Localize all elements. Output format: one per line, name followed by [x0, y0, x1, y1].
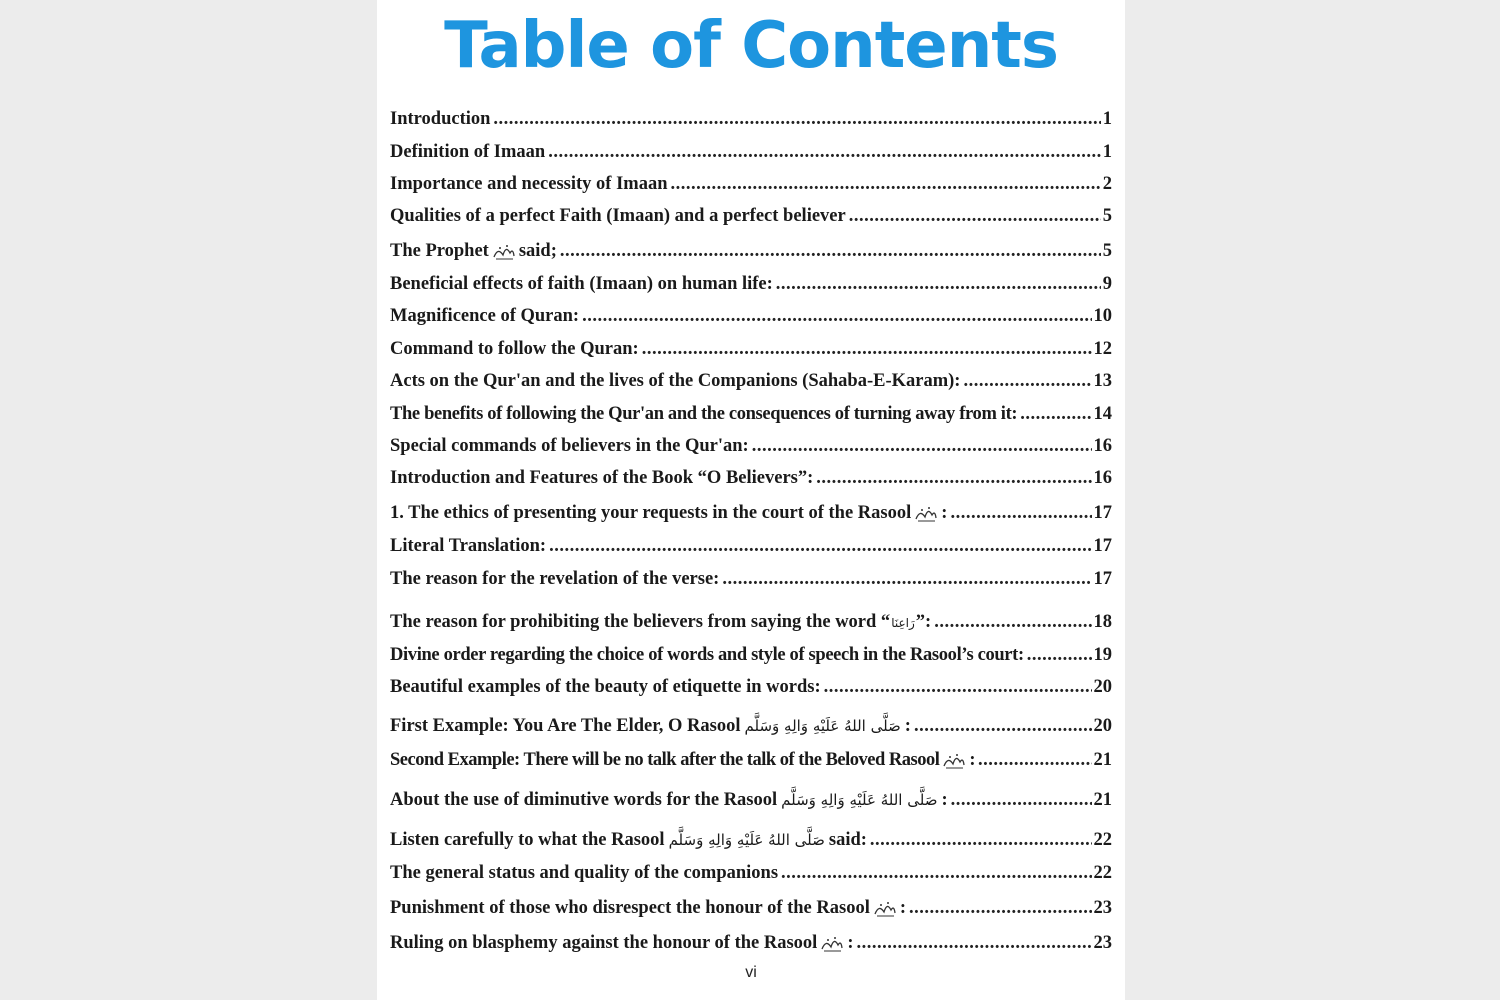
- toc-entry-page: 17: [1093, 569, 1112, 589]
- dot-leader: [781, 859, 1091, 887]
- salawat-arabic-text: صَلَّى اللهُ عَلَيْهِ وَالِهِ وَسَلَّم: [668, 831, 825, 849]
- salawat-seal-icon: [942, 751, 966, 771]
- page-number: vi: [745, 964, 757, 981]
- salawat-arabic-text: صَلَّى اللهُ عَلَيْهِ وَالِهِ وَسَلَّم: [781, 791, 938, 809]
- dot-leader: [849, 202, 1101, 230]
- toc-entry-introduction-o-believers[interactable]: [390, 464, 1112, 492]
- toc-entry-page: 23: [1093, 933, 1112, 953]
- toc-entry-label: [390, 894, 906, 922]
- toc-entry-page: 13: [1093, 371, 1112, 391]
- toc-entry-page: 21: [1093, 790, 1112, 810]
- dot-leader: [1020, 400, 1091, 428]
- dot-leader: [549, 532, 1091, 560]
- dot-leader: [934, 608, 1091, 636]
- toc-entry-punishment[interactable]: [390, 894, 1112, 922]
- toc-entry-label-text: :: [941, 790, 948, 810]
- raina-arabic-word: رَاعِنَا: [891, 616, 915, 630]
- dot-leader: [582, 302, 1091, 330]
- toc-entry-label: [390, 826, 867, 854]
- toc-entry-definition-of-imaan[interactable]: [390, 138, 1112, 166]
- toc-entry-label: [390, 237, 557, 265]
- toc-entry-page: 20: [1093, 677, 1112, 697]
- salawat-seal-icon: [873, 899, 897, 919]
- toc-entry-label-text: :: [847, 933, 854, 953]
- toc-entry-label: The general status and quality of the companions: [390, 863, 779, 883]
- toc-entry-listen-carefully[interactable]: [390, 826, 1112, 854]
- toc-entry-label-text: :: [941, 503, 948, 523]
- dot-leader: [560, 237, 1101, 265]
- toc-entry-beautiful-examples[interactable]: [390, 673, 1112, 701]
- toc-entry-label-text: Ruling on blasphemy against the honour of the Rasool: [390, 933, 818, 953]
- toc-entry-label: Introduction and Features of the Book “O Believers”:: [390, 468, 814, 488]
- toc-entry-page: 2: [1102, 174, 1112, 194]
- dot-leader: [548, 138, 1101, 166]
- toc-entry-page: 1: [1102, 142, 1112, 162]
- toc-entry-label: [390, 712, 911, 740]
- salawat-seal-icon: [820, 934, 844, 954]
- toc-entry-label: Literal Translation:: [390, 536, 547, 556]
- toc-entry-label-text: Second Example: There will be no talk after the talk of the Beloved Rasool: [390, 750, 940, 770]
- toc-entry-page: 22: [1093, 863, 1112, 883]
- page-title: Table of Contents: [444, 9, 1058, 83]
- document-page: [377, 0, 1125, 1000]
- toc-entry-label: Acts on the Qur'an and the lives of the Companions (Sahaba-E-Karam):: [390, 371, 961, 391]
- toc-entry-page: 9: [1102, 274, 1112, 294]
- dot-leader: [978, 746, 1091, 774]
- salawat-seal-icon: [492, 242, 516, 262]
- toc-entry-page: 18: [1093, 612, 1112, 632]
- toc-entry-ruling-on-blasphemy[interactable]: [390, 929, 1112, 957]
- toc-entry-page: 12: [1093, 339, 1112, 359]
- toc-entry-introduction[interactable]: [390, 105, 1112, 133]
- dot-leader: [909, 894, 1091, 922]
- toc-entry-label-text: Listen carefully to what the Rasool: [390, 830, 665, 850]
- toc-entry-page: 23: [1093, 898, 1112, 918]
- dot-leader: [951, 786, 1092, 814]
- toc-entry-command-to-follow-quran[interactable]: [390, 335, 1112, 363]
- toc-entry-label: Definition of Imaan: [390, 142, 546, 162]
- toc-entry-page: 14: [1093, 404, 1112, 424]
- toc-entry-page: 16: [1093, 436, 1112, 456]
- toc-entry-literal-translation[interactable]: [390, 532, 1112, 560]
- toc-entry-label: The reason for the revelation of the verse:: [390, 569, 720, 589]
- toc-entry-label: The benefits of following the Qur'an and the consequences of turning away from it:: [390, 404, 1018, 424]
- toc-entry-page: 10: [1093, 306, 1112, 326]
- toc-entry-label-text: :: [904, 716, 911, 736]
- toc-entry-label: [390, 929, 853, 957]
- toc-entry-page: 19: [1093, 645, 1112, 665]
- toc-entry-importance-of-imaan[interactable]: [390, 170, 1112, 198]
- toc-entry-label-text: Punishment of those who disrespect the honour of the Rasool: [390, 898, 870, 918]
- toc-entry-label: Beautiful examples of the beauty of etiquette in words:: [390, 677, 821, 697]
- toc-entry-page: 21: [1093, 750, 1112, 770]
- toc-entry-magnificence-of-quran[interactable]: [390, 302, 1112, 330]
- toc-entry-page: 22: [1093, 830, 1112, 850]
- salawat-arabic-text: صَلَّى اللهُ عَلَيْهِ وَالِهِ وَسَلَّم: [744, 717, 901, 735]
- toc-entry-label: [390, 608, 931, 637]
- toc-entry-the-prophet-said[interactable]: [390, 237, 1112, 265]
- dot-leader: [752, 432, 1092, 460]
- toc-entry-diminutive-words[interactable]: [390, 786, 1112, 814]
- toc-entry-label: Introduction: [390, 109, 491, 129]
- toc-entry-page: 17: [1093, 536, 1112, 556]
- dot-leader: [776, 270, 1101, 298]
- toc-entry-reason-for-prohibiting[interactable]: [390, 608, 1112, 636]
- dot-leader: [671, 170, 1101, 198]
- toc-entry-label-text: First Example: You Are The Elder, O Rasool: [390, 716, 741, 736]
- toc-entry-page: 1: [1102, 109, 1112, 129]
- toc-entry-first-example[interactable]: [390, 712, 1112, 740]
- toc-entry-qualities-of-faith[interactable]: [390, 202, 1112, 230]
- toc-entry-page: 17: [1093, 503, 1112, 523]
- toc-entry-reason-for-revelation[interactable]: [390, 565, 1112, 593]
- dot-leader: [722, 565, 1091, 593]
- toc-entry-label: Divine order regarding the choice of words and style of speech in the Rasool’s court:: [390, 645, 1024, 665]
- toc-entry-general-status[interactable]: [390, 859, 1112, 887]
- toc-entry-label-text: ”:: [915, 612, 932, 632]
- toc-entry-label-text: 1. The ethics of presenting your requests in the court of the Rasool: [390, 503, 912, 523]
- toc-entry-acts-on-quran[interactable]: [390, 367, 1112, 395]
- toc-entry-label: Command to follow the Quran:: [390, 339, 639, 359]
- toc-entry-divine-order[interactable]: [390, 641, 1112, 669]
- dot-leader: [824, 673, 1092, 701]
- dot-leader: [493, 105, 1100, 133]
- dot-leader: [914, 712, 1092, 740]
- toc-entry-label-text: said:: [828, 830, 867, 850]
- dot-leader: [642, 335, 1092, 363]
- toc-entry-second-example[interactable]: [390, 746, 1112, 774]
- toc-entry-label-text: :: [899, 898, 907, 918]
- toc-entry-page: 16: [1093, 468, 1112, 488]
- toc-entry-label: Qualities of a perfect Faith (Imaan) and a perfect believer: [390, 206, 846, 226]
- toc-entry-page: 5: [1102, 206, 1112, 226]
- toc-entry-label: Beneficial effects of faith (Imaan) on human life:: [390, 274, 773, 294]
- toc-entry-label: [390, 786, 948, 814]
- toc-entry-label-text: The Prophet: [390, 241, 489, 261]
- dot-leader: [950, 499, 1091, 527]
- toc-entry-page: 5: [1102, 241, 1112, 261]
- toc-entry-label-text: said;: [518, 241, 557, 261]
- toc-entry-special-commands[interactable]: [390, 432, 1112, 460]
- toc-entry-benefits-of-following[interactable]: [390, 400, 1112, 428]
- toc-entry-label: [390, 746, 975, 774]
- toc-entry-label-text: :: [969, 750, 976, 770]
- dot-leader: [816, 464, 1091, 492]
- toc-entry-label: [390, 499, 947, 527]
- toc-entry-page: 20: [1093, 716, 1112, 736]
- toc-entry-label: Special commands of believers in the Qur'an:: [390, 436, 749, 456]
- toc-entry-label-text: The reason for prohibiting the believers from saying the word “: [390, 612, 891, 632]
- salawat-seal-icon: [914, 504, 938, 524]
- dot-leader: [963, 367, 1091, 395]
- toc-entry-beneficial-effects[interactable]: [390, 270, 1112, 298]
- dot-leader: [1027, 641, 1092, 669]
- toc-entry-label: Importance and necessity of Imaan: [390, 174, 668, 194]
- dot-leader: [870, 826, 1092, 854]
- dot-leader: [856, 929, 1091, 957]
- toc-entry-label: Magnificence of Quran:: [390, 306, 580, 326]
- toc-entry-label-text: About the use of diminutive words for the Rasool: [390, 790, 778, 810]
- toc-entry-ethics-of-requests[interactable]: [390, 499, 1112, 527]
